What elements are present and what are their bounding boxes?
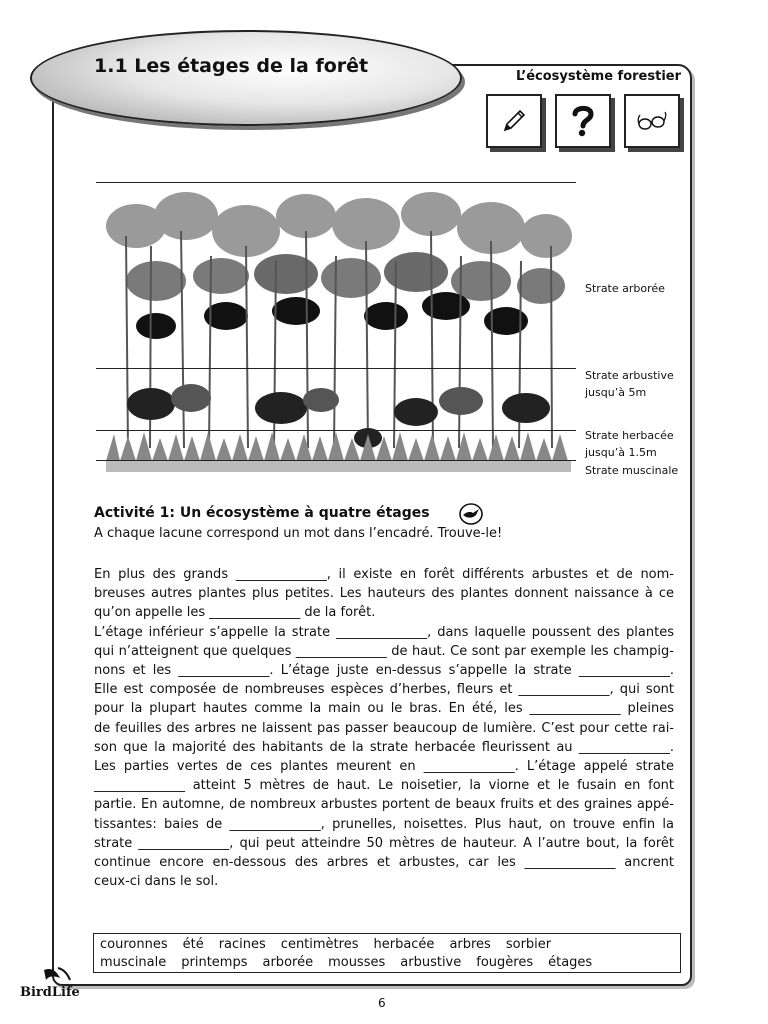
text-line: strate ______________, qui peut atteindre 50 mètres de hauteur. A l’autre bout, la forêt xyxy=(94,835,674,851)
pencil-icon xyxy=(499,106,529,136)
word-bank xyxy=(93,933,681,973)
glasses-icon-box xyxy=(624,94,680,148)
text-line: breuses autres plantes plus petites. Les hauteurs des plantes donnent naissance à ce xyxy=(94,586,674,602)
strata-label-moss: Strate muscinale xyxy=(585,464,679,477)
subject-label: L’écosystème forestier xyxy=(516,69,682,84)
strata-line-shrub xyxy=(96,368,576,369)
shrub-layer xyxy=(127,384,550,448)
birdlife-logo-text: BirdLife xyxy=(20,985,80,1000)
word-bank-item: racines xyxy=(218,937,266,952)
tree-canopy xyxy=(106,192,572,339)
bird-icon xyxy=(458,502,484,526)
word-bank-item: étages xyxy=(548,955,593,970)
word-bank-item: fougères xyxy=(476,955,534,970)
word-bank-item: herbacée xyxy=(373,937,435,952)
text-line: Elle est composée de nombreuses espèces d’herbes, fleurs et ______________, qui sont xyxy=(94,682,674,698)
text-line: ______________ atteint 5 mètres de haut. Le noisetier, la viorne et le fusain en font xyxy=(94,778,674,794)
question-icon-box xyxy=(555,94,611,148)
pencil-icon-box xyxy=(486,94,542,148)
activity-instruction: A chaque lacune correspond un mot dans l’encadré. Trouve-le! xyxy=(94,526,503,541)
text-line: son que la majorité des habitants de la strate herbacée fleurissent au ______________. xyxy=(94,739,674,755)
word-bank-row-2 xyxy=(100,954,674,972)
text-line: partie. En automne, de nombreux arbustes portent de beaux fruits et des graines appé- xyxy=(94,797,674,813)
gap-fill-text xyxy=(94,565,674,891)
word-bank-item: arbustive xyxy=(400,955,462,970)
strata-line-herb xyxy=(96,430,576,431)
word-bank-item: arbres xyxy=(449,937,491,952)
forest-strata-illustration xyxy=(96,186,576,476)
question-mark-icon xyxy=(568,104,598,138)
page-number: 6 xyxy=(378,996,386,1010)
text-line: tissantes: baies de ______________, prunelles, noisettes. Plus haut, on trouve enfin la xyxy=(94,816,674,832)
strata-line-moss xyxy=(96,460,576,461)
page-title: 1.1 Les étages de la forêt xyxy=(94,55,369,77)
text-line: ceux-ci dans le sol. xyxy=(94,874,219,890)
text-line: qui n’atteignent que quelques ______________ de haut. Ce sont par exemple les champig- xyxy=(94,643,674,659)
activity-title: Activité 1: Un écosystème à quatre étages xyxy=(94,505,430,521)
strata-label-tree: Strate arborée xyxy=(585,282,665,295)
word-bank-item: muscinale xyxy=(100,955,167,970)
text-line: L’étage inférieur s’appelle la strate ______________, dans laquelle poussent des plantes xyxy=(94,624,674,640)
word-bank-item: centimètres xyxy=(280,937,359,952)
word-bank-item: arborée xyxy=(262,955,314,970)
diagram-top-rule xyxy=(96,182,576,183)
moss-layer xyxy=(106,460,571,472)
text-line: En plus des grands ______________, il existe en forêt différents arbustes et de nom- xyxy=(94,567,674,582)
word-bank-item: sorbier xyxy=(505,937,552,952)
text-line: Les parties vertes de ces plantes meurent en ______________. L’étage appelé strate xyxy=(94,759,674,775)
text-line: de feuilles des arbres ne laissent pas passer beaucoup de lumière. C’est pour cette rai- xyxy=(94,720,674,736)
word-bank-item: été xyxy=(182,937,204,952)
word-bank-row-1 xyxy=(100,936,674,954)
strata-label-herb: Strate herbacée jusqu’à 1.5m xyxy=(585,429,674,459)
word-bank-item: printemps xyxy=(181,955,248,970)
word-bank-item: mousses xyxy=(328,955,386,970)
title-oval xyxy=(30,30,462,126)
text-line: qu’on appelle les ______________ de la forêt. xyxy=(94,605,376,621)
text-line: nons et les ______________. L’étage juste en-dessus s’appelle la strate ______________. xyxy=(94,663,674,679)
glasses-icon xyxy=(635,109,669,133)
word-bank-item: couronnes xyxy=(100,937,168,952)
text-line: pour la plupart hautes comme la main ou le bras. En été, les ______________ pleines xyxy=(94,701,674,717)
herb-layer xyxy=(106,432,568,461)
strata-label-shrub: Strate arbustive jusqu’à 5m xyxy=(585,369,674,399)
text-line: continue encore en-dessous des arbres et arbustes, car les ______________ ancrent xyxy=(94,855,674,871)
